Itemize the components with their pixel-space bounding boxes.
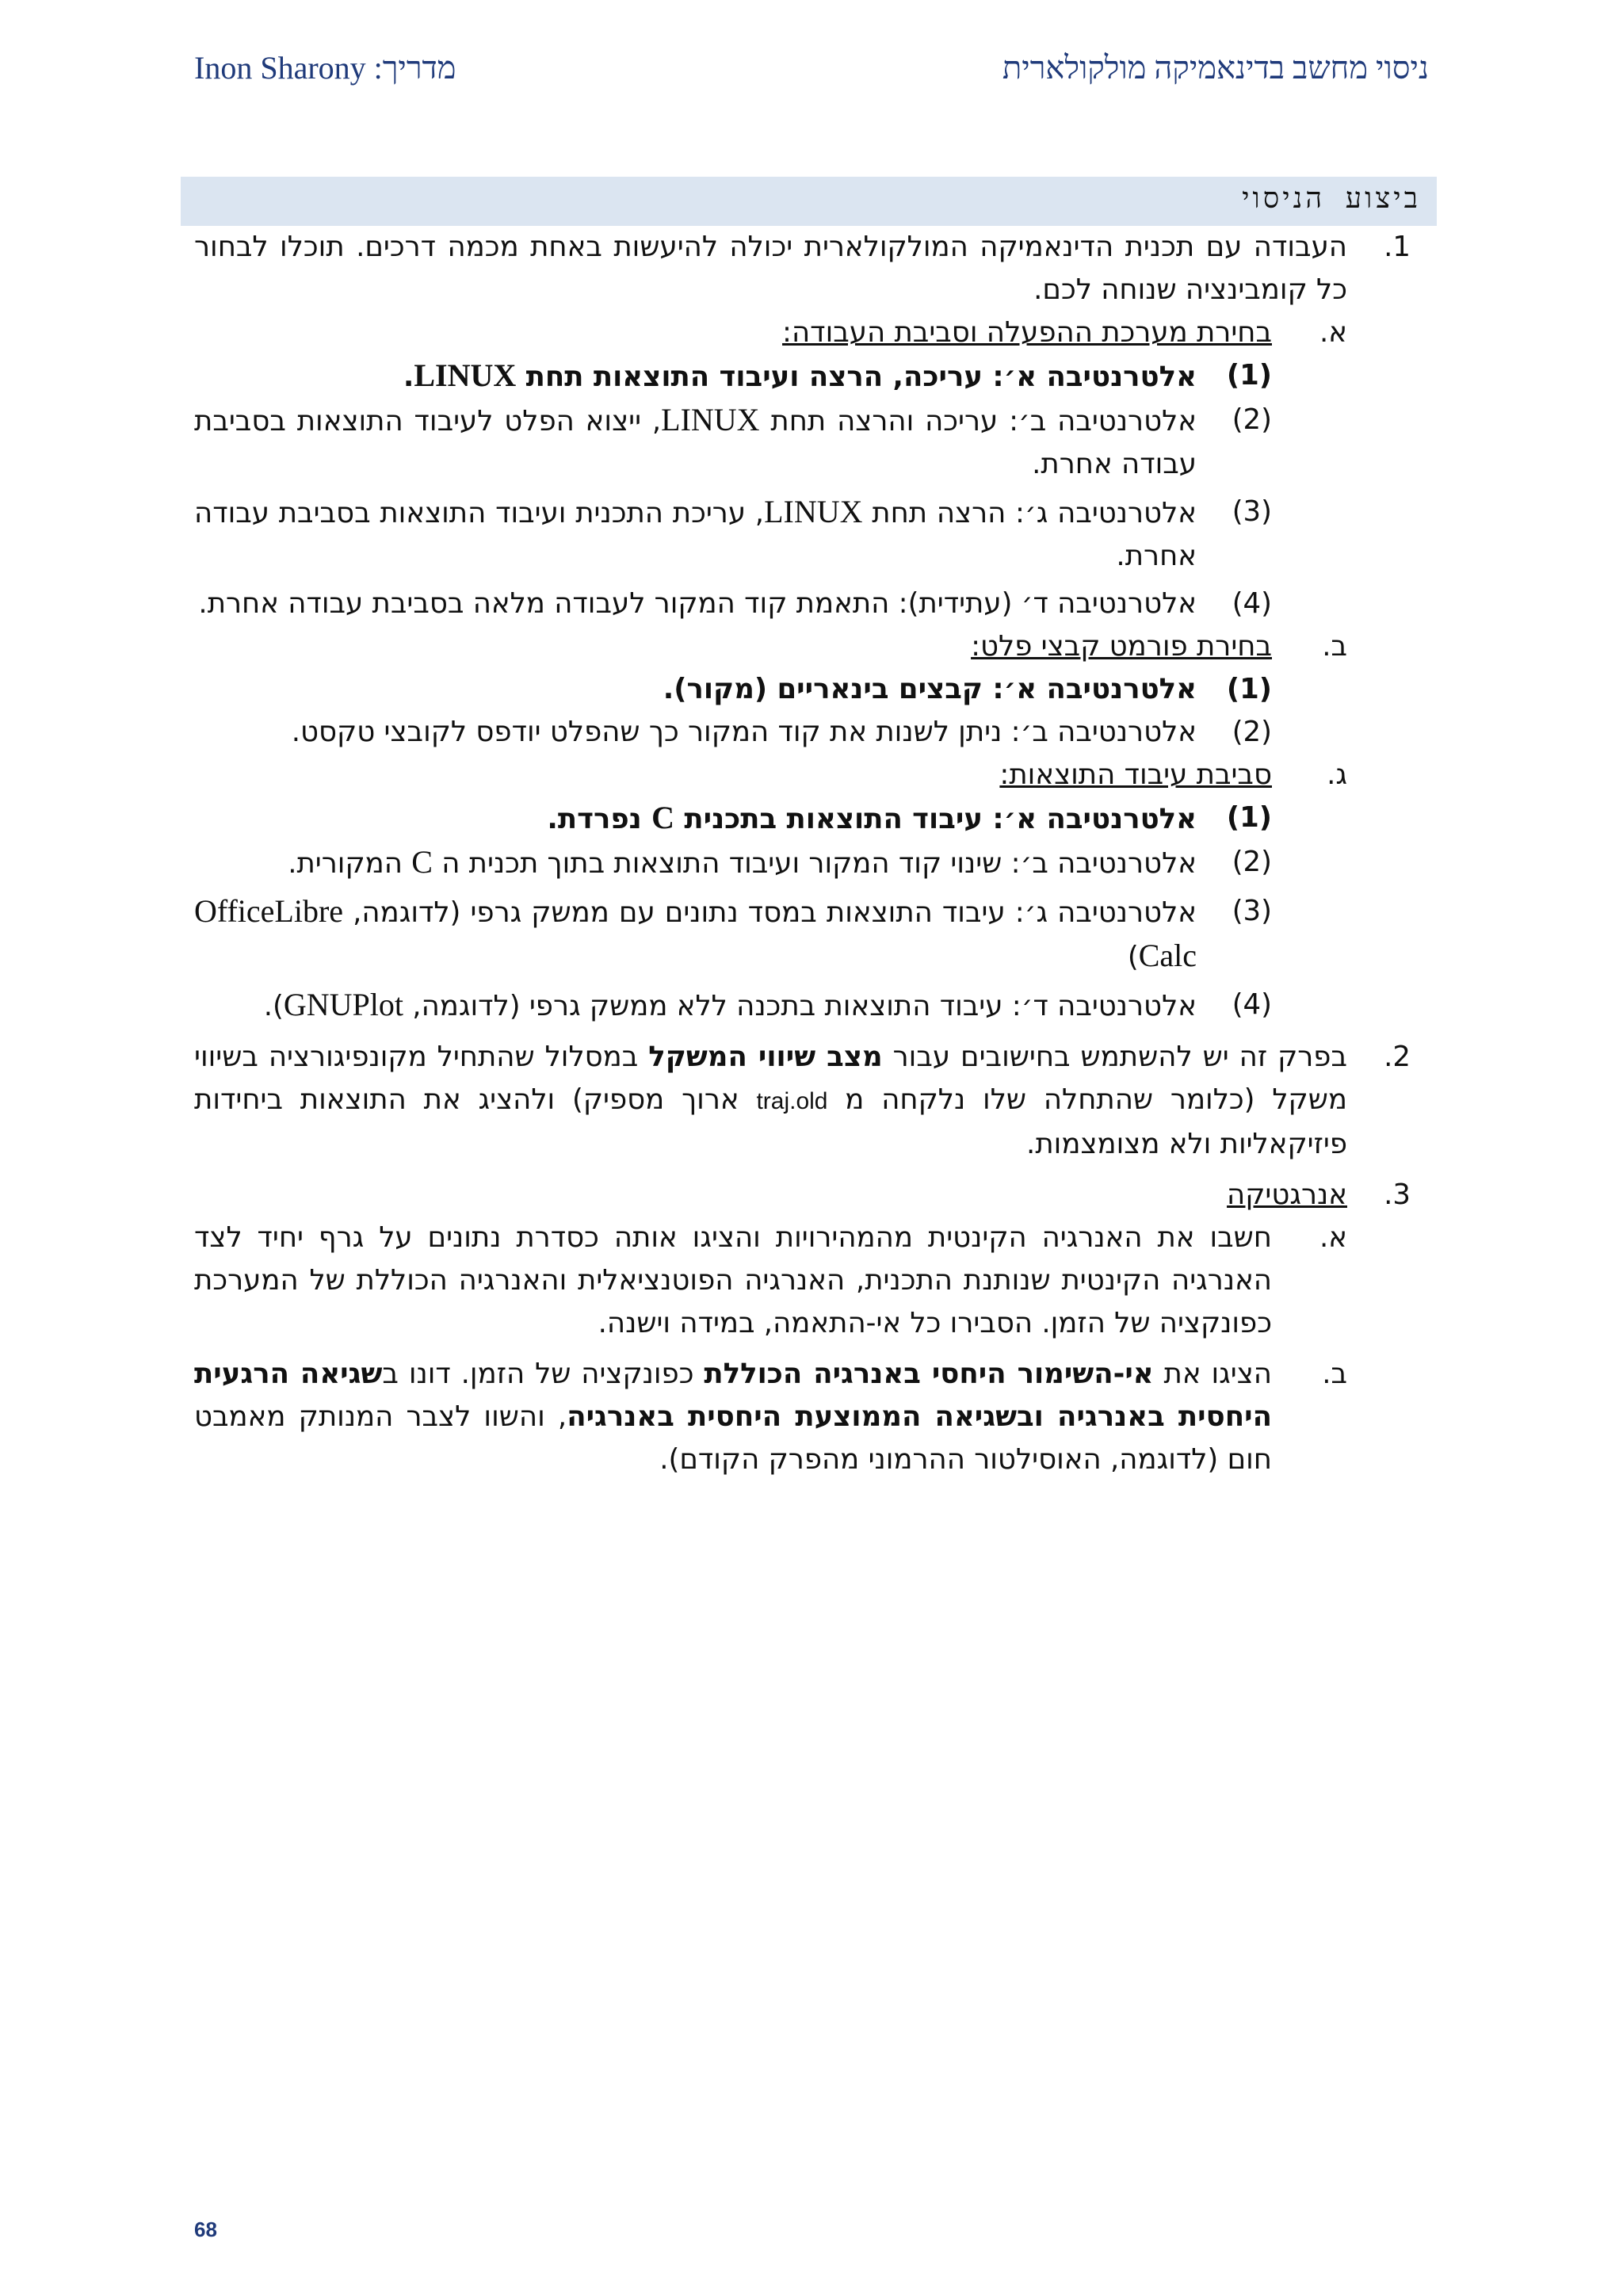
item-3-title: אנרגטיקה [1227, 1179, 1347, 1211]
content [194, 226, 1411, 1481]
alt-1c-1 [194, 797, 1411, 841]
alt-number: (4) [1232, 988, 1272, 1021]
item-number: 3. [1384, 1179, 1411, 1211]
item-2 [194, 1036, 1411, 1166]
header-course-title: ניסוי מחשב בדינאמיקה מולקולארית [1002, 50, 1429, 86]
subitem-1b-title: בחירת פורמט קבצי פלט: [971, 630, 1272, 663]
alt-number: (1) [1226, 359, 1272, 392]
item-3 [194, 1174, 1411, 1217]
alt-1a-2 [194, 399, 1411, 486]
section-title: ביצוע הניסוי [1242, 182, 1421, 215]
alt-1b-1 [194, 668, 1411, 711]
subitem-3b [194, 1353, 1411, 1481]
alt-number: (3) [1232, 495, 1272, 528]
alt-number: (1) [1226, 801, 1272, 834]
subitem-1b [194, 625, 1411, 668]
item-1-text: העבודה עם תכנית הדינאמיקה המולקולארית יכולה להיעשות באחת מכמה דרכים. תוכלו לבחור כל קומבינציה שנוחה לכם. [194, 231, 1347, 306]
item-number: 1. [1384, 231, 1411, 263]
alt-text: אלטרנטיבה ד׳ (עתידית): התאמת קוד המקור לעבודה מלאה בסביבת עבודה אחרת. [198, 587, 1197, 620]
alt-1c-2 [194, 841, 1411, 885]
subitem-number: א. [1319, 1221, 1347, 1254]
subitem-number: ב. [1322, 1358, 1347, 1390]
alt-text: אלטרנטיבה ג׳: הרצה תחת LINUX, עריכת התכנית ועיבוד התוצאות בסביבת עבודה אחרת. [194, 494, 1197, 572]
subitem-1a [194, 311, 1411, 354]
alt-1c-3 [194, 890, 1411, 979]
subitem-number: ג. [1327, 758, 1347, 791]
alt-text: אלטרנטיבה ד׳: עיבוד התוצאות בתכנה ללא ממשק גרפי (לדוגמה, GNUPlot). [263, 987, 1197, 1022]
subitem-number: ב. [1322, 630, 1347, 663]
subitem-1a-title: בחירת מערכת ההפעלה וסביבת העבודה: [782, 316, 1272, 349]
subitem-3b-text: הציגו את אי-השימור היחסי באנרגיה הכוללת כפונקציה של הזמן. דונו בשגיאה הרגעית היחסית באנרגיה ובשגיאה הממוצעת היחסית באנרגיה, והשוו לצבר המנותק מאמבט חום (לדוגמה, האוסילטור ההרמוני מהפרק הקודם). [194, 1358, 1272, 1476]
alt-number: (2) [1232, 716, 1272, 748]
alt-1b-2 [194, 711, 1411, 754]
alt-1c-4 [194, 984, 1411, 1028]
alt-number: (3) [1232, 895, 1272, 927]
alt-number: (4) [1232, 587, 1272, 620]
alt-text: אלטרנטיבה ב׳: שינוי קוד המקור ועיבוד התוצאות בתוך תכנית ה C המקורית. [288, 844, 1197, 880]
item-number: 2. [1384, 1041, 1411, 1073]
item-1 [194, 226, 1411, 311]
alt-text: אלטרנטיבה ב׳: עריכה והרצה תחת LINUX, ייצוא הפלט לעיבוד התוצאות בסביבת עבודה אחרת. [194, 402, 1197, 480]
item-2-text: בפרק זה יש להשתמש בחישובים עבור מצב שיווי המשקל במסלול שהתחיל מקונפיגורציה בשיווי משקל (כלומר שהתחלה שלו נלקחה מ traj.old ארוך מספיק) ולהציג את התוצאות ביחידות פיזיקאליות ולא מצומצמות. [194, 1041, 1348, 1160]
header-instructor: Inon Sharony :מדריך [194, 50, 456, 86]
alt-number: (2) [1232, 846, 1272, 878]
alt-number: (2) [1232, 403, 1272, 436]
subitem-3a [194, 1217, 1411, 1345]
alt-text: אלטרנטיבה א׳: קבצים בינאריים (מקור). [663, 673, 1197, 705]
alt-1a-1 [194, 354, 1411, 399]
alt-1a-4 [194, 583, 1411, 625]
subitem-1c-title: סביבת עיבוד התוצאות: [999, 758, 1272, 791]
subitem-number: א. [1319, 316, 1347, 349]
alt-text: אלטרנטיבה א׳: עיבוד התוצאות בתכנית C נפרדת. [547, 800, 1197, 835]
alt-text: אלטרנטיבה ג׳: עיבוד התוצאות במסד נתונים עם ממשק גרפי (לדוגמה, OfficeLibre Calc) [194, 893, 1197, 973]
alt-number: (1) [1226, 673, 1272, 705]
alt-text: אלטרנטיבה א׳: עריכה, הרצה ועיבוד התוצאות תחת LINUX. [403, 357, 1197, 393]
alt-text: אלטרנטיבה ב׳: ניתן לשנות את קוד המקור כך שהפלט יודפס לקובצי טקסט. [291, 716, 1197, 748]
section-heading-bar [181, 177, 1437, 226]
page-number: 68 [194, 2218, 217, 2241]
alt-1a-3 [194, 491, 1411, 578]
subitem-1c [194, 754, 1411, 797]
subitem-3a-text: חשבו את האנרגיה הקינטית מהמהירויות והציגו אותה כסדרת נתונים על גרף יחיד לצד האנרגיה הקינטית שנותנת התכנית, האנרגיה הפוטנציאלית והאנרגיה הכוללת של המערכת כפונקציה של הזמן. הסבירו כל אי-התאמה, במידה וישנה. [194, 1221, 1272, 1339]
